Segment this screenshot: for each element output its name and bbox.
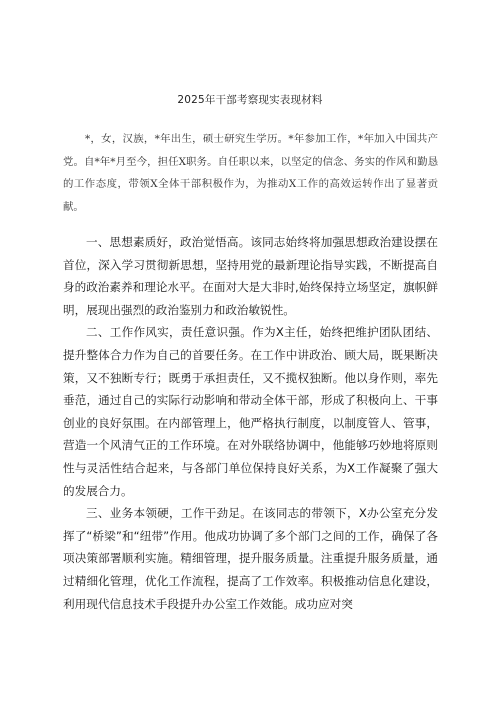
document-title: 2025年干部考察现实表现材料: [177, 94, 323, 106]
section-paragraph-work-style: 二、工作作风实，责任意识强。作为X主任，始终把维护团队团结、提升整体合力作为自己的首要任务。在工作中讲政治、顾大局，既果断决策，又不独断专行；既勇于承担责任，又不揽权独断。他以身作则，率先垂范，通过自己的实际行动影响和带动全体干部，形成了积极向上、干事创业的良好氛围。在内部管理上，他严格执行制度，以制度管人、管事，营造一个风清气正的工作环境。在对外联络协调中，他能够巧妙地将原则性与灵活性结合起来，与各部门单位保持良好关系，为X工作凝聚了强大的发展合力。: [63, 325, 438, 498]
section-paragraph-political: 一、思想素质好，政治觉悟高。该同志始终将加强思想政治建设摆在首位，深入学习贯彻新思想，坚持用党的最新理论指导实践，不断提高自身的政治素养和理论水平。在面对大是大非时,始终保持立场坚定，旗帜鲜明，展现出强烈的政治鉴别力和政治敏锐性。: [63, 235, 438, 317]
document-body: [63, 231, 438, 615]
intro-paragraph: *，女，汉族，*年出生，硕士研究生学历。*年参加工作，*年加入中国共产党。自*年*月至今，担任X职务。自任职以来，以坚定的信念、务实的作风和勤恳的工作态度，带领X全体干部积极作为，为推动X工作的高效运转作出了显著贡献。: [63, 133, 438, 213]
section-paragraph-professional: 三、业务本领硬，工作干劲足。在该同志的带领下，X办公室充分发挥了“桥梁”和“纽带”作用。他成功协调了多个部门之间的工作，确保了各项决策部署顺利实施。精细管理，提升服务质量。注重提升服务质量，通过精细化管理，优化工作流程，提高了工作效率。积极推动信息化建设，利用现代信息技术手段提升办公室工作效能。成功应对突: [63, 506, 438, 611]
